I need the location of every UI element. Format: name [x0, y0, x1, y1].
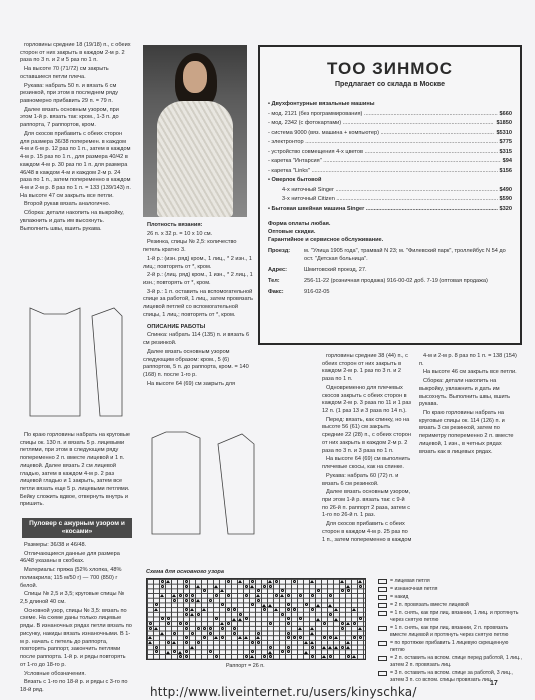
paragraph: Рукава: набрать 60 (72) п. и вязать 6 см резинкой.: [322, 472, 399, 487]
yarn-over-symbol: [263, 585, 266, 588]
decrease-symbol: [310, 580, 314, 583]
yarn-over-symbol: [185, 622, 188, 625]
ad-row: Проезд: м. "Улица 1905 года", трамвай N 23; м. "Филевский парк", троллейбус N 54 до ост. "Детская больница".: [268, 248, 506, 263]
yarn-over-symbol: [185, 655, 188, 658]
decrease-symbol: [322, 655, 326, 658]
decrease-symbol: [334, 608, 338, 611]
decrease-symbol: [172, 641, 176, 644]
paragraph: Далее вязать основным узором следующим образом: кром., 5 (6) раппортов, 5 п. до раппорта, кром. = 140 (168) п. после 1-го р.: [143, 348, 249, 378]
yarn-over-symbol: [179, 655, 182, 658]
paragraph: Размеры: 36/38 и 46/48.: [24, 542, 87, 548]
model-photo: [143, 45, 247, 217]
yarn-over-symbol: [227, 608, 230, 611]
yarn-over-symbol: [155, 603, 158, 606]
yarn-over-symbol: [161, 617, 164, 620]
yarn-over-symbol: [185, 650, 188, 653]
yarn-over-symbol: [245, 655, 248, 658]
yarn-over-symbol: [287, 617, 290, 620]
decrease-symbol: [250, 585, 254, 588]
yarn-over-symbol: [155, 650, 158, 653]
ad-subtitle: Предлагает со склада в Москве: [335, 81, 445, 89]
yarn-over-symbol: [197, 613, 200, 616]
ad-item: • Бытовая швейная машина Singer ..... $320: [268, 205, 512, 215]
yarn-over-symbol: [329, 613, 332, 616]
legend-item: = 1 п. снять, как при лиц. вязании, 1 лиц. и протянуть через снятую петлю: [378, 610, 524, 624]
decrease-symbol: [244, 636, 248, 639]
decrease-symbol: [328, 646, 332, 649]
yarn-over-symbol: [173, 632, 176, 635]
yarn-over-symbol: [293, 636, 296, 639]
paragraph: Отличающиеся данные для размера 46/48 указаны в скобках.: [20, 550, 120, 565]
decrease-symbol: [274, 608, 278, 611]
yarn-over-symbol: [257, 589, 260, 592]
yarn-over-symbol: [185, 585, 188, 588]
yarn-over-symbol: [329, 655, 332, 658]
decrease-symbol: [310, 641, 314, 644]
yarn-over-symbol: [287, 594, 290, 597]
yarn-over-symbol: [197, 641, 200, 644]
yarn-over-symbol: [149, 622, 152, 625]
ad-group: • Оверлок бытовой: [268, 177, 322, 184]
rapport-label: Раппорт = 26 п.: [226, 663, 265, 669]
legend-item: = 3 п. оставить на вспом. спице за работой, 3 лиц., затем 3 п. со вспом. спицы провязать лиц.: [378, 670, 524, 684]
ad-item: - мод. 2121 (без программирования) ..... $660: [268, 110, 512, 120]
column-2: [143, 222, 255, 389]
yarn-over-symbol: [341, 589, 344, 592]
yarn-over-symbol: [287, 608, 290, 611]
yarn-over-symbol: [317, 589, 320, 592]
yarn-over-symbol: [173, 599, 176, 602]
paragraph: На высоте 64 (69) см выполнить плечевые скосы, как на спинке.: [322, 456, 411, 471]
yarn-over-symbol: [179, 622, 182, 625]
yarn-over-symbol: [215, 594, 218, 597]
ad-item: - каретка "Интарсия" ..... $94: [268, 157, 512, 167]
yarn-over-symbol: [185, 613, 188, 616]
decrease-symbol: [250, 655, 254, 658]
yarn-over-symbol: [311, 608, 314, 611]
paragraph: Материалы: пряжа (52% хлопка, 48% полиакрила; 115 м/50 г) — 700 (850) г белой.: [20, 567, 122, 589]
decrease-symbol: [166, 580, 170, 583]
yarn-over-symbol: [209, 599, 212, 602]
decrease-symbol: [328, 604, 332, 607]
paragraph: 26 п. x 32 р. = 10 x 10 см.: [147, 230, 213, 237]
paragraph: 2-й р.: (лиц. ряд) кром., 1 изн., * 2 лиц., 1 изн.; повторять от *, кром.: [143, 272, 253, 287]
knitting-scheme-grid: [146, 578, 366, 660]
yarn-over-symbol: [341, 646, 344, 649]
yarn-over-symbol: [341, 622, 344, 625]
yarn-over-symbol: [299, 594, 302, 597]
paragraph: Спицы № 2,5 и 3,5; круговые спицы № 2,5 длиной 40 см.: [20, 591, 125, 606]
decrease-symbol: [358, 580, 362, 583]
yarn-over-symbol: [221, 636, 224, 639]
yarn-over-symbol: [185, 599, 188, 602]
decrease-symbol: [214, 585, 218, 588]
decrease-symbol: [220, 589, 224, 592]
yarn-over-symbol: [245, 594, 248, 597]
decrease-symbol: [268, 604, 272, 607]
yarn-over-symbol: [281, 589, 284, 592]
paragraph: Для скосов прибавить с обеих сторон в каждом 4-м р. 25 раз по 1 п., затем попеременно в каждом: [322, 521, 412, 543]
yarn-over-symbol: [299, 636, 302, 639]
yarn-over-symbol: [215, 617, 218, 620]
yarn-over-symbol: [167, 641, 170, 644]
yarn-over-symbol: [233, 632, 236, 635]
yarn-over-symbol: [341, 627, 344, 630]
yarn-over-symbol: [275, 580, 278, 583]
yarn-over-symbol: [323, 622, 326, 625]
decrease-symbol: [340, 580, 344, 583]
decrease-symbol: [268, 580, 272, 583]
yarn-over-symbol: [197, 627, 200, 630]
decrease-symbol: [310, 632, 314, 635]
yarn-over-symbol: [239, 613, 242, 616]
ad-item: - электронтор ..... $775: [268, 138, 512, 148]
yarn-over-symbol: [293, 580, 296, 583]
decrease-symbol: [160, 632, 164, 635]
decrease-symbol: [262, 604, 266, 607]
yarn-over-symbol: [227, 594, 230, 597]
ad-group: • Двухфонтурные вязальные машины: [268, 101, 375, 108]
yarn-over-symbol: [263, 608, 266, 611]
decrease-symbol: [190, 613, 194, 616]
column-1: [20, 42, 132, 234]
yarn-over-symbol: [209, 627, 212, 630]
yarn-over-symbol: [269, 646, 272, 649]
page-number: 17: [490, 680, 498, 687]
yarn-over-symbol: [347, 655, 350, 658]
paragraph: Второй рукав вязать аналогично.: [24, 201, 111, 208]
legend-item: = по протяжке прибавить 1 лицевую скрещенную петлю: [378, 640, 524, 654]
yarn-over-symbol: [209, 650, 212, 653]
yarn-over-symbol: [227, 622, 230, 625]
decrease-symbol: [148, 641, 152, 644]
legend-item: = накид: [378, 594, 524, 601]
yarn-over-symbol: [191, 599, 194, 602]
paragraph: На высоте 70 (71/72) см закрыть оставшиеся петли плеча.: [20, 66, 109, 80]
yarn-over-symbol: [353, 636, 356, 639]
yarn-over-symbol: [281, 613, 284, 616]
yarn-over-symbol: [311, 646, 314, 649]
legend-item: = 2 п. провязать вместе лицевой: [378, 602, 524, 609]
yarn-over-symbol: [251, 641, 254, 644]
paragraph: 4-м и 2-м р. 8 раз по 1 п. = 138 (154) п.: [419, 353, 517, 367]
decrease-symbol: [346, 585, 350, 588]
legend: [378, 578, 524, 685]
decrease-symbol: [268, 651, 272, 654]
paragraph: Спинка: набрать 114 (135) п. и вязать 6 см резинкой.: [143, 332, 250, 347]
decrease-symbol: [346, 646, 350, 649]
yarn-over-symbol: [233, 627, 236, 630]
yarn-over-symbol: [359, 636, 362, 639]
yarn-over-symbol: [185, 608, 188, 611]
yarn-over-symbol: [251, 580, 254, 583]
decrease-symbol: [238, 618, 242, 621]
yarn-over-symbol: [287, 650, 290, 653]
yarn-over-symbol: [287, 632, 290, 635]
yarn-over-symbol: [215, 655, 218, 658]
decrease-symbol: [346, 622, 350, 625]
scheme-title: Схема для основного узора: [146, 569, 224, 575]
paragraph: 1-й р.: (изн. ряд) кром., 1 лиц., * 2 изн., 1 лиц.; повторять от *, кром.: [143, 255, 252, 270]
column-1-neckband: [20, 432, 132, 510]
yarn-over-symbol: [245, 617, 248, 620]
yarn-over-symbol: [257, 641, 260, 644]
yarn-over-symbol: [305, 603, 308, 606]
decrease-symbol: [190, 646, 194, 649]
decrease-symbol: [304, 651, 308, 654]
yarn-over-symbol: [185, 594, 188, 597]
yarn-over-symbol: [185, 636, 188, 639]
yarn-over-symbol: [203, 589, 206, 592]
yarn-over-symbol: [209, 632, 212, 635]
decrease-symbol: [178, 651, 182, 654]
yarn-over-symbol: [245, 585, 248, 588]
decrease-symbol: [280, 594, 284, 597]
ad-item: - каретка "Links" ..... $156: [268, 167, 512, 177]
decrease-symbol: [166, 651, 170, 654]
paragraph: Сборка: детали накопить на выкройку, увлажнить и дать им высохнуть. Выполнить швы, вшить рукава.: [419, 378, 511, 408]
paragraph: горловины средние 38 (44) п., с обеих сторон от них закрыть в каждом 2-м р. 1 раз по 3 п. и 2 раза по 1 п.: [322, 353, 408, 383]
ad-brand: ТОО ЗИНМОС: [327, 59, 453, 78]
yarn-over-symbol: [353, 622, 356, 625]
sweater-shape: [157, 101, 233, 217]
yarn-over-symbol: [155, 646, 158, 649]
legend-item: = изнаночная петля: [378, 586, 524, 593]
decrease-symbol: [352, 608, 356, 611]
yarn-over-symbol: [329, 594, 332, 597]
yarn-over-symbol: [287, 622, 290, 625]
yarn-over-symbol: [191, 594, 194, 597]
ad-item: 3-х ниточный Citizen ..... $590: [268, 195, 512, 205]
legend-item: = лицевая петля: [378, 578, 524, 585]
legend-item: = 1 п. снять, как при лиц. вязании, 2 п. провязать вместе лицевой и протянуть через снятую петлю: [378, 625, 524, 639]
yarn-over-symbol: [167, 617, 170, 620]
decrease-symbol: [256, 594, 260, 597]
yarn-over-symbol: [203, 636, 206, 639]
yarn-over-symbol: [287, 646, 290, 649]
paragraph: По краю горловины набрать на круговые спицы ок. 114 (126) п. и вязать 3 см резинкой, затем по периметру попеременно 2 п. вместе лицевой, 1 изн., в четных рядах вязать как в лицевых рядах.: [419, 410, 514, 455]
paragraph: Сборка: детали накопить на выкройку, увлажнить и дать им высохнуть. Выполнить швы, вшить рукава.: [20, 210, 124, 232]
yarn-over-symbol: [227, 580, 230, 583]
paragraph: Далее вязать основным узором, при этом 1-й р. вязать так: кром., 1-3 п. до раппорта, 7 раппортов, кром.: [20, 106, 119, 129]
advertisement-box: [258, 45, 522, 345]
decrease-symbol: [334, 636, 338, 639]
face-shape: [183, 61, 207, 93]
yarn-over-symbol: [191, 632, 194, 635]
paragraph: На высоте 64 (69) см закрыть для: [147, 380, 236, 387]
decrease-symbol: [334, 618, 338, 621]
decrease-symbol: [304, 641, 308, 644]
yarn-over-symbol: [233, 608, 236, 611]
paragraph: Условные обозначения.: [24, 670, 86, 677]
decrease-symbol: [316, 604, 320, 607]
yarn-over-symbol: [161, 580, 164, 583]
decrease-symbol: [238, 580, 242, 583]
yarn-over-symbol: [221, 603, 224, 606]
yarn-over-symbol: [149, 627, 152, 630]
ad-row: Факс: 916-02-05: [268, 289, 330, 296]
yarn-over-symbol: [257, 632, 260, 635]
column-1-materials: [20, 542, 132, 696]
paragraph: Рукава: набрать 50 п. и вязать 6 см резинкой, при этом в последнем ряду равномерно прибавить 29 п. = 79 п.: [20, 82, 119, 105]
yarn-over-symbol: [359, 617, 362, 620]
decrease-symbol: [232, 618, 236, 621]
decrease-symbol: [148, 636, 152, 639]
yarn-over-symbol: [323, 636, 326, 639]
decrease-symbol: [190, 608, 194, 611]
yarn-over-symbol: [179, 594, 182, 597]
ad-item: - мод. 2342 (с фотокартами) ..... $1850: [268, 119, 512, 129]
decrease-symbol: [214, 636, 218, 639]
yarn-over-symbol: [269, 622, 272, 625]
paragraph: Для скосов прибавить с обеих сторон для размера 36/38 поперемен. в каждом 4-м и 6-м р. 12 раз по 1 п., затем в каждом 4-м р. 15 раз по 1 п., для размера 40/42 в каждом 4-м р. 30 раз по 1 п. для размера 46/48 в каждом 4-м и каждом 2-м р. 24 раза по 1 п., затем попеременно в каждом 4-м и 2-м р. 8 раз по 1 п. = 133 (139/143) п. На высоте 47 см закрыть все петли.: [20, 130, 131, 199]
yarn-over-symbol: [173, 650, 176, 653]
ad-row: Тел: 256-11-22 (розничная продажа) 916-00-02 доб. 7-19 (оптовая продажа): [268, 278, 488, 285]
yarn-over-symbol: [221, 627, 224, 630]
decrease-symbol: [220, 622, 224, 625]
paragraph: На высоте 46 см закрыть все петли.: [423, 369, 517, 376]
yarn-over-symbol: [359, 585, 362, 588]
decrease-symbol: [322, 646, 326, 649]
paragraph: Одновременно для плечевых скосов закрыть с обеих сторон в каждом 2-м р. 3 раза по 11 и 1 раз 12 п. (1 раз 13 и 3 раза по 14 п.).: [322, 384, 411, 415]
pullover-title: Пуловер с ажурным узором и «косами»: [22, 518, 132, 538]
ad-item: - система 9000 (вяз. машина + компьютер) ..... $5310: [268, 129, 512, 139]
decrease-symbol: [154, 627, 158, 630]
ad-item: 4-х ниточный Singer ..... $490: [268, 186, 512, 196]
column-3: [322, 353, 412, 545]
yarn-over-symbol: [311, 655, 314, 658]
paragraph: Плотность вязания:: [147, 222, 203, 228]
yarn-over-symbol: [293, 608, 296, 611]
paragraph: 3-й р.: 1 п. оставить на вспомогательной спице за работой, 1 лиц., затем провязать лицевой петлей со вспомогательной спицы, 1 лиц.; повторять от *, кром.: [143, 288, 253, 318]
yarn-over-symbol: [281, 650, 284, 653]
ad-notes: Форма оплаты любая. Оптовые скидки. Гарантийное и сервисное обслуживание.: [268, 221, 384, 244]
yarn-over-symbol: [299, 617, 302, 620]
yarn-over-symbol: [161, 585, 164, 588]
decrease-symbol: [172, 594, 176, 597]
yarn-over-symbol: [269, 585, 272, 588]
legend-item: = 2 п. оставить на вспом. спице перед работой, 1 лиц., затем 2 п. провязать лиц.: [378, 655, 524, 669]
decrease-symbol: [202, 608, 206, 611]
yarn-over-symbol: [203, 627, 206, 630]
yarn-over-symbol: [311, 594, 314, 597]
pattern-diagram-back: [146, 430, 316, 540]
paragraph: Вязать с 1-го по 18-й р. и ряды с 3-го по 18-й ряд.: [20, 679, 128, 693]
paragraph: По краю горловины набрать на круговые спицы ок. 130 п. и вязать 5 р. лицевыми петлями, при этом в следующем ряду попеременно 2 п. вместе лицевой и 1 п. лицевой. Далее вязать 2 см лицевой гладью, затем в каждом 4-м р. 2 раз лицевой гладью и 1 закрыть, затем все петли вязать еще 5 р. лицевыми петлями. Бейку сложить вдвое, отвернуть внутрь и пришить.: [20, 432, 130, 508]
decrease-symbol: [238, 636, 242, 639]
yarn-over-symbol: [251, 650, 254, 653]
decrease-symbol: [316, 618, 320, 621]
paragraph: Далее вязать основным узором, при этом 1-й р. вязать так: с 9-й по 26-й п. раппорт 2 раза, затем с 1-го по 26-й п. 1 раз.: [322, 489, 411, 519]
decrease-symbol: [298, 627, 302, 630]
decrease-symbol: [352, 655, 356, 658]
ad-row: Адрес: Шмитовский проезд, 27.: [268, 267, 367, 274]
yarn-over-symbol: [257, 599, 260, 602]
pattern-diagram-front: [22, 306, 132, 426]
column-4: [419, 353, 519, 457]
paragraph: горловины средние 18 (19/18) п., с обеих сторон от них закрыть в каждом 2-м р. 2 раза по 3 п. и 2 и 5 раз по 1 п.: [20, 42, 131, 64]
yarn-over-symbol: [275, 594, 278, 597]
decrease-symbol: [160, 594, 164, 597]
decrease-symbol: [358, 627, 362, 630]
yarn-over-symbol: [263, 655, 266, 658]
yarn-over-symbol: [185, 641, 188, 644]
yarn-over-symbol: [269, 655, 272, 658]
decrease-symbol: [256, 636, 260, 639]
decrease-symbol: [154, 608, 158, 611]
paragraph: Резинка, спицы № 2,5: количество петель кратно 3.: [143, 239, 237, 254]
footer-url[interactable]: http://www.liveinternet.ru/users/kinyschka/: [150, 685, 417, 699]
decrease-symbol: [334, 646, 338, 649]
yarn-over-symbol: [287, 636, 290, 639]
yarn-over-symbol: [347, 589, 350, 592]
yarn-over-symbol: [167, 622, 170, 625]
yarn-over-symbol: [185, 580, 188, 583]
section-heading: ОПИСАНИЕ РАБОТЫ: [147, 323, 206, 330]
ad-item: - устройство совмещения 4-х цветов ..... $315: [268, 148, 512, 158]
paragraph: Перед: вязать, как спинку, но на высоте 56 (61) см закрыть средние 22 (28) п., с обеих сторон от них закрыть в каждом 2-м р. 2 раза по 3 п. и 3 раза по 1 п.: [322, 416, 411, 454]
decrease-symbol: [196, 585, 200, 588]
yarn-over-symbol: [251, 603, 254, 606]
decrease-symbol: [346, 641, 350, 644]
yarn-over-symbol: [329, 636, 332, 639]
yarn-over-symbol: [185, 627, 188, 630]
decrease-symbol: [310, 627, 314, 630]
yarn-over-symbol: [287, 603, 290, 606]
paragraph: Основной узор, спицы № 3,5: вязать по схеме. На схеме даны только лицевые ряды. В изнаночных рядах петли вязать по рисунку, накиды вязать изнаночными. В 1-м р. начать с петель до раппорта, повторять раппорт, закончить петлями после раппорта. 1-й р. и ряды повторять от 1-го до 18-го р.: [20, 607, 132, 668]
decrease-symbol: [196, 599, 200, 602]
